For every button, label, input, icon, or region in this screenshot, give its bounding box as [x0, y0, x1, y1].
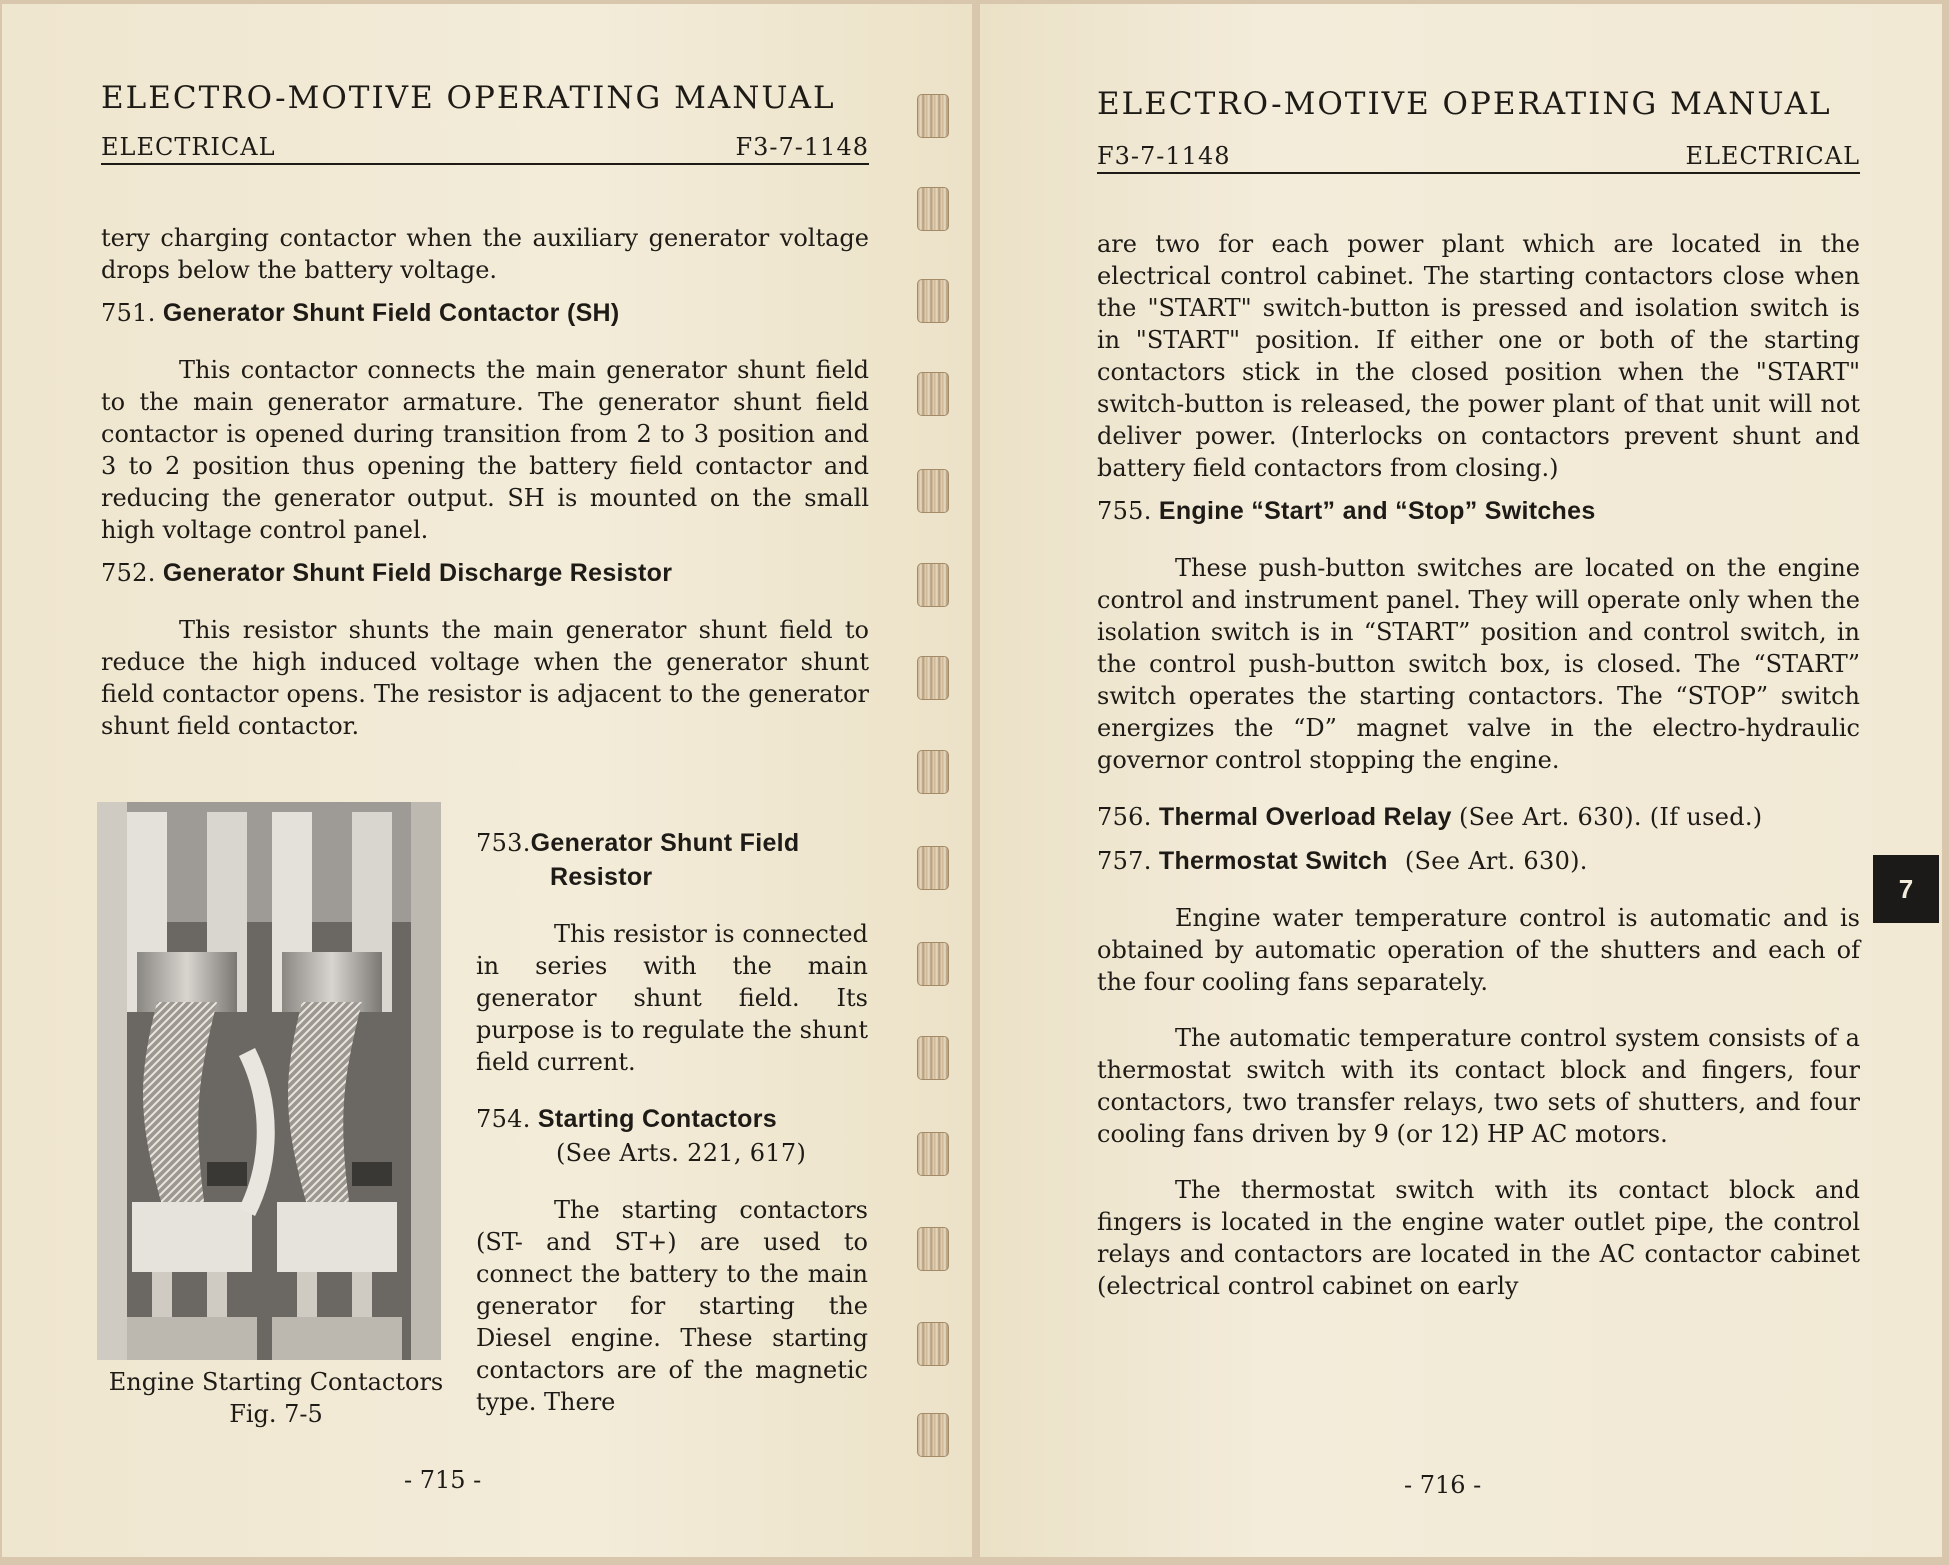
- binding-ring: [917, 187, 949, 231]
- section-756-heading: [1097, 800, 1860, 834]
- section-756-title: Thermal Overload Relay: [1158, 803, 1452, 831]
- figure-caption-number: Fig. 7-5: [229, 1400, 323, 1428]
- binding-ring: [917, 279, 949, 323]
- continued-text: tery charging contactor when the auxiliary generator voltage drops below the battery voltage.: [101, 224, 869, 284]
- section-756-ref: (See Art. 630). (If used.): [1458, 803, 1763, 831]
- section-757-para2: The automatic temperature control system consists of a thermostat switch with its contact block and fingers, four contactors, two transfer relays, two sets of shutters, and four cooling fans driven by 9 (or 12) HP AC motors.: [1097, 1024, 1860, 1148]
- section-751-number: 751.: [101, 299, 156, 327]
- binding-ring: [917, 1413, 949, 1457]
- left-header-rule: [101, 131, 869, 165]
- section-752-body: This resistor shunts the main generator shunt field to reduce the high induced voltage when the generator shunt field contactor opens. The resistor is adjacent to the generator shunt field contactor.: [101, 616, 869, 740]
- binding-ring: [917, 942, 949, 986]
- section-754-body: The starting contactors (ST- and ST+) are used to connect the battery to the main generator for starting the Diesel engine. These starting contactors are of the magnetic type. There: [476, 1196, 868, 1416]
- right-header-title: ELECTRO-MOTIVE OPERATING MANUAL: [1097, 86, 1832, 122]
- section-753-title-line2: Resistor: [550, 863, 653, 891]
- engine-starting-contactors-photo: [97, 802, 441, 1360]
- section-751-title: Generator Shunt Field Contactor (SH): [162, 299, 620, 327]
- section-756-number: 756.: [1097, 803, 1152, 831]
- right-header-code: F3-7-1148: [1097, 142, 1231, 170]
- right-page-number: - 716 -: [1404, 1471, 1482, 1499]
- left-page-number: - 715 -: [404, 1466, 482, 1494]
- section-753-heading: [476, 826, 868, 860]
- section-754-ref: (See Arts. 221, 617): [556, 1139, 807, 1167]
- section-753-title-line1: Generator Shunt Field: [530, 829, 800, 857]
- left-full-column: [101, 222, 869, 742]
- section-752-title: Generator Shunt Field Discharge Resistor: [162, 559, 673, 587]
- section-757-ref: (See Art. 630).: [1404, 847, 1588, 875]
- section-752-heading: [101, 556, 869, 590]
- binding-ring: [917, 1132, 949, 1176]
- section-754-number: 754.: [476, 1105, 531, 1133]
- binding-ring: [917, 656, 949, 700]
- section-755-title: Engine “Start” and “Stop” Switches: [1158, 497, 1596, 525]
- section-754-heading: [476, 1102, 868, 1136]
- binding-ring: [917, 372, 949, 416]
- binding-ring: [917, 750, 949, 794]
- left-page: [2, 4, 972, 1557]
- chapter-thumb-tab: 7: [1873, 855, 1939, 923]
- left-header-code: F3-7-1148: [735, 133, 869, 161]
- section-757-para3: The thermostat switch with its contact block and fingers is located in the engine water outlet pipe, the control relays and contactors are located in the AC contactor cabinet (electrical control cabinet on early: [1097, 1176, 1860, 1300]
- binding-ring: [917, 846, 949, 890]
- binding-ring: [917, 469, 949, 513]
- binding-ring: [917, 1036, 949, 1080]
- section-757-heading: [1097, 844, 1860, 878]
- left-header-title: ELECTRO-MOTIVE OPERATING MANUAL: [101, 80, 836, 116]
- right-page: [980, 4, 1942, 1557]
- left-narrow-column: [476, 826, 868, 1418]
- section-755-number: 755.: [1097, 497, 1152, 525]
- binding-ring: [917, 94, 949, 138]
- section-751-heading: [101, 296, 869, 330]
- binding-ring: [917, 563, 949, 607]
- section-751-body: This contactor connects the main generator shunt field to the main generator armature. The generator shunt field contactor is opened during transition from 2 to 3 position and 3 to 2 position thus opening the battery field contactor and reducing the generator output. SH is mounted on the small high voltage control panel.: [101, 356, 869, 544]
- section-757-number: 757.: [1097, 847, 1152, 875]
- section-754-title: Starting Contactors: [537, 1105, 777, 1133]
- contactors-illustration: [97, 802, 441, 1360]
- binding-ring: [917, 1227, 949, 1271]
- section-752-number: 752.: [101, 559, 156, 587]
- section-755-body: These push-button switches are located on the engine control and instrument panel. They will operate only when the isolation switch is in “START” position and control switch, in the control push-button switch box, is closed. The “START” switch operates the starting contactors. The “STOP” switch energizes the “D” magnet valve in the electro-hydraulic governor control stopping the engine.: [1097, 554, 1860, 774]
- binding-ring: [917, 1322, 949, 1366]
- right-continued-text: are two for each power plant which are located in the electrical control cabinet. The starting contactors close when the "START" switch-button is pressed and isolation switch is in "START" position. If either one or both of the starting contactors stick in the closed position when the "START" switch-button is released, the power plant of that unit will not deliver power. (Interlocks on contactors prevent shunt and battery field contactors from closing.): [1097, 230, 1860, 482]
- right-header-section: ELECTRICAL: [1685, 142, 1860, 170]
- right-header-rule: [1097, 140, 1860, 174]
- section-757-title: Thermostat Switch: [1158, 847, 1388, 875]
- section-753-number: 753.: [476, 829, 531, 857]
- section-757-para1: Engine water temperature control is automatic and is obtained by automatic operation of the shutters and each of the four cooling fans separately.: [1097, 904, 1860, 996]
- figure-caption-title: Engine Starting Contactors: [108, 1368, 444, 1396]
- spiral-binding-left: [917, 0, 957, 1565]
- left-header-section: ELECTRICAL: [101, 133, 276, 161]
- section-753-body: This resistor is connected in series with the main generator shunt field. Its purpose is to regulate the shunt field current.: [476, 920, 868, 1076]
- section-755-heading: [1097, 494, 1860, 528]
- right-column: [1097, 228, 1860, 1302]
